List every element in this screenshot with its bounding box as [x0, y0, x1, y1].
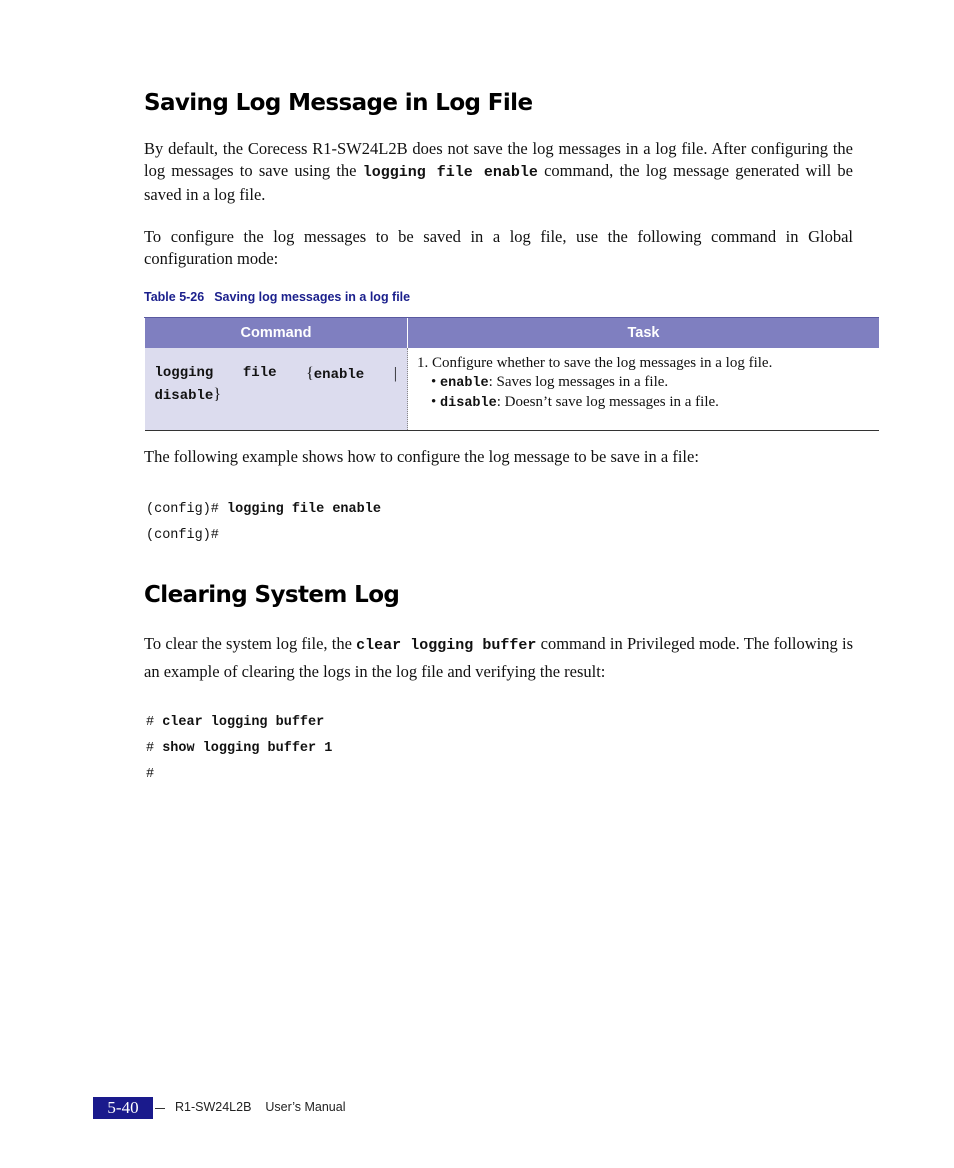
code-command: logging file enable: [227, 502, 381, 517]
footer-title: [175, 1100, 345, 1114]
paragraph-text: By default, the Corecess R1-SW24L2B does not save the log messages in a log file. After configuring the log messages to save using the: [144, 139, 853, 180]
code-prompt: (config)#: [146, 528, 219, 543]
paragraph-configure-intro: To configure the log messages to be saved in a log file, use the following command in Global configuration mode:: [144, 227, 853, 268]
bullet-marker: •: [431, 394, 437, 410]
code-line: [146, 528, 219, 543]
section-heading-clearing-log: Clearing System Log: [144, 582, 400, 608]
footer-product: R1-SW24L2B: [175, 1100, 252, 1114]
cmd-token-group: [306, 364, 364, 385]
code-prompt: (config)#: [146, 502, 228, 517]
inline-command: clear logging buffer: [356, 637, 537, 654]
pipe-separator: |: [393, 365, 397, 382]
task-description: 1. Configure whether to save the log messages in a log file.: [417, 355, 773, 371]
column-header-task: Task: [408, 318, 880, 349]
table-header-row: [145, 318, 880, 349]
code-command: show logging buffer 1: [162, 741, 333, 756]
paragraph-clear-log: [144, 631, 853, 685]
code-command: clear logging buffer: [162, 715, 325, 730]
command-line: [155, 385, 398, 406]
paragraph-text: command in Privileged mode. The following is an example of clearing the logs in the log file and verifying the result:: [144, 634, 853, 681]
brace-close: }: [213, 386, 221, 403]
option-name: enable: [440, 375, 489, 391]
code-line: [146, 715, 324, 730]
paragraph-text: To clear the system log file, the: [144, 634, 357, 653]
task-bullet-enable: [417, 373, 879, 394]
code-line: [146, 502, 381, 517]
paragraph-default-behavior: [144, 138, 853, 206]
table-caption: [144, 290, 410, 304]
footer-manual: User’s Manual: [265, 1100, 346, 1114]
option-description: : Saves log messages in a file.: [488, 373, 669, 390]
option-description: : Doesn’t save log messages in a file.: [496, 394, 719, 410]
cmd-token: enable: [313, 367, 365, 383]
command-line: [155, 364, 398, 385]
column-header-command: Command: [145, 318, 408, 349]
command-table: [144, 317, 879, 431]
paragraph-text: command, the log message generated will be saved in a log file.: [144, 161, 853, 204]
table-row: [145, 348, 880, 431]
table-number: Table 5-26: [144, 290, 205, 304]
table-title: Saving log messages in a log file: [214, 290, 411, 304]
code-line: [146, 767, 154, 782]
code-prompt: #: [146, 741, 163, 756]
cmd-token: disable: [154, 388, 214, 404]
paragraph-example-intro: The following example shows how to configure the log message to be save in a file:: [144, 447, 699, 466]
task-cell: [408, 348, 880, 431]
code-line: [146, 741, 332, 756]
section-heading-saving-log: Saving Log Message in Log File: [144, 90, 533, 116]
code-prompt: #: [146, 767, 155, 782]
bullet-marker: •: [431, 373, 437, 390]
page-number-badge: 5-40: [93, 1097, 153, 1119]
footer-divider: [155, 1108, 165, 1109]
command-cell: [145, 348, 408, 431]
brace-open: {: [306, 365, 314, 382]
cmd-token: file: [242, 365, 277, 381]
option-name: disable: [440, 396, 497, 411]
inline-command: logging file enable: [362, 164, 538, 181]
code-prompt: #: [146, 715, 163, 730]
cmd-token: logging: [154, 365, 214, 381]
task-bullet-disable: [417, 393, 879, 414]
